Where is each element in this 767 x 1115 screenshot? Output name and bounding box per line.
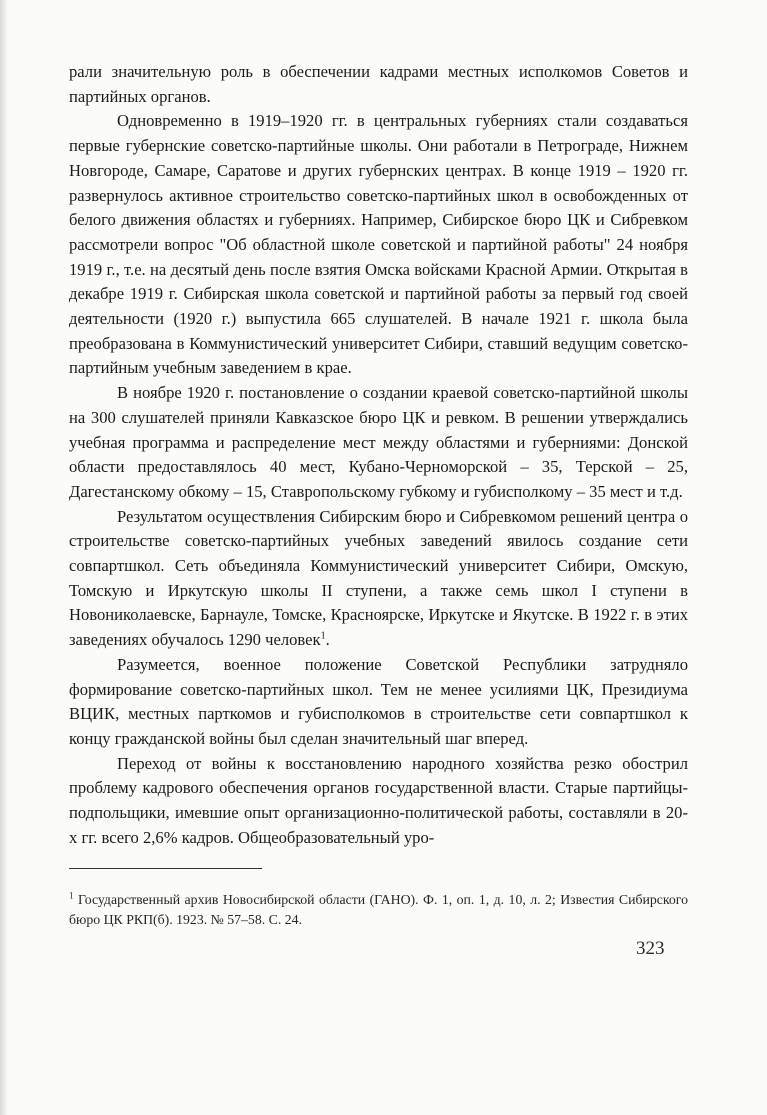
footnote-marker: 1 (69, 890, 74, 901)
paragraph-4-end: . (325, 630, 330, 650)
paragraph-3: В ноябре 1920 г. постановление о создании краевой советско-партийной школы на 300 слушателей приняли Кавказское бюро ЦК и ревком. В решении утверждались учебная программа и распределение мест между областями и губерниями: Донской области предоставлялось 40 мест, Кубано-Черноморской – 35, Терской – 25, Дагестанскому обкому – 15, Ставропольскому губкому и губисполкому – 35 мест и т.д. (69, 383, 688, 501)
page-number: 323 (636, 938, 665, 959)
footnote-divider (69, 868, 262, 869)
paragraph-5: Разумеется, военное положение Советской Республики затрудняло формирование советско-партийных школ. Тем не менее усилиями ЦК, Президиума ВЦИК, местных парткомов и губисполкомов в строительстве сети совпартшкол к концу гражданской войны был сделан значительный шаг вперед. (69, 654, 688, 748)
scan-edge-shadow (0, 0, 8, 1115)
paragraph-6: Переход от войны к восстановлению народного хозяйства резко обострил проблему кадрового обеспечения органов государственной власти. Старые партийцы-подпольщики, имевшие опыт организационно-политической работы, составляли в 20-х гг. всего 2,6% кадров. Общеобразовательный уро- (69, 753, 688, 847)
paragraph-4-text: Результатом осуществления Сибирским бюро и Сибревкомом решений центра о строительстве советско-партийных учебных заведений явилось создание сети совпартшкол. Сеть объединяла Коммунистический университет Сибири, Омскую, Томскую и Иркутскую школы II ступени, а также семь школ I ступени в Новониколаевске, Барнауле, Томске, Красноярске, Иркутске и Якутске. В 1922 г. в этих заведениях обучалось 1290 человек (69, 506, 688, 650)
footnote (69, 890, 688, 929)
paragraph-2: Одновременно в 1919–1920 гг. в центральных губерниях стали создаваться первые губернские советско-партийные школы. Они работали в Петрограде, Нижнем Новгороде, Самаре, Саратове и других губернских центрах. В конце 1919 – 1920 гг. развернулось активное строительство советско-партийных школ в освобожденных от белого движения областях и губерниях. Например, Сибирское бюро ЦК и Сибревком рассмотрели вопрос "Об областной школе советской и партийной работы" 24 ноября 1919 г., т.е. на десятый день после взятия Омска войсками Красной Армии. Открытая в декабре 1919 г. Сибирская школа советской и партийной работы за первый год своей деятельности (1920 г.) выпустила 665 слушателей. В начале 1921 г. школа была преобразована в Коммунистический университет Сибири, ставший ведущим советско-партийным учебным заведением в крае. (69, 111, 688, 378)
paragraph-4 (69, 505, 688, 653)
footnote-reference[interactable]: 1 (320, 630, 326, 642)
paragraph-1: рали значительную роль в обеспечении кадрами местных исполкомов Советов и партийных органов. (69, 62, 688, 106)
footnote-text: Государственный архив Новосибирской области (ГАНО). Ф. 1, оп. 1, д. 10, л. 2; Известия Сибирского бюро ЦК РКП(б). 1923. № 57–58. С. 24. (69, 892, 688, 927)
body-text (69, 60, 688, 851)
